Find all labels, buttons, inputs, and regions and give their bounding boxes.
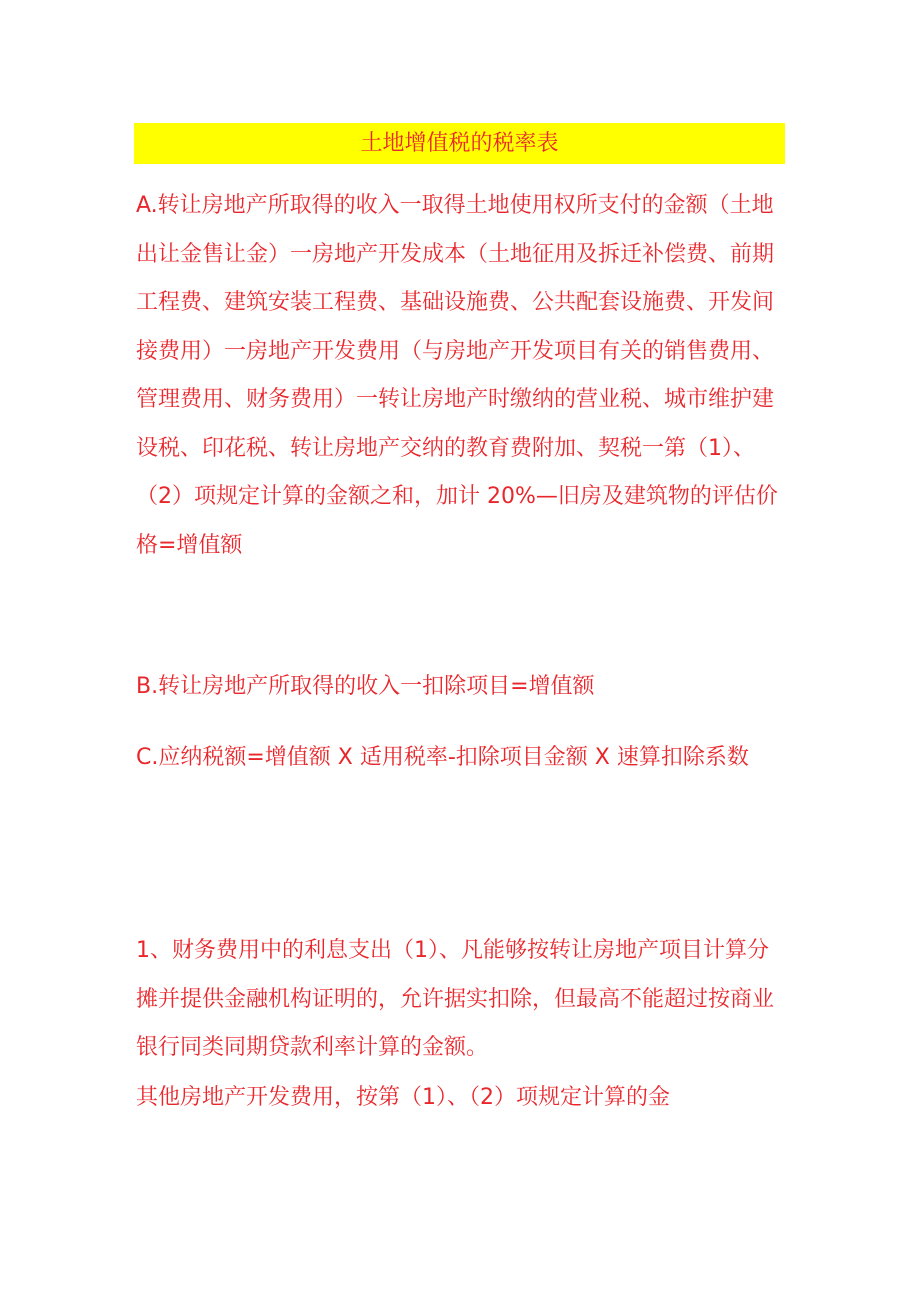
page-title-text: 土地增值税的税率表 (360, 131, 559, 156)
paragraph-formula-a: A.转让房地产所取得的收入一取得土地使用权所支付的金额（土地出让金售让金）一房地产开发成本（土地征用及拆迁补偿费、前期工程费、建筑安装工程费、基础设施费、公共配套设施费、开发间接费用）一房地产开发费用（与房地产开发项目有关的销售费用、管理费用、财务费用）一转让房地产时缴纳的营业税、城市维护建设税、印花税、转让房地产交纳的教育费附加、契税一第（1）、（2）项规定计算的金额之和，加计 20%—旧房及建筑物的评估价格=增值额 (136, 193, 778, 558)
paragraph-item-1: 1、财务费用中的利息支出（1）、凡能够按转让房地产项目计算分摊并提供金融机构证明的，允许据实扣除，但最高不能超过按商业银行同类同期贷款利率计算的金额。 (136, 938, 775, 1060)
paragraph-item-2: 其他房地产开发费用，按第（1）、（2）项规定计算的金 (136, 1085, 670, 1110)
paragraph-formula-c: C.应纳税额=增值额 X 适用税率-扣除项目金额 X 速算扣除系数 (136, 745, 749, 770)
paragraph-formula-b: B.转让房地产所取得的收入一扣除项目=增值额 (136, 674, 595, 699)
page-title (134, 123, 785, 164)
